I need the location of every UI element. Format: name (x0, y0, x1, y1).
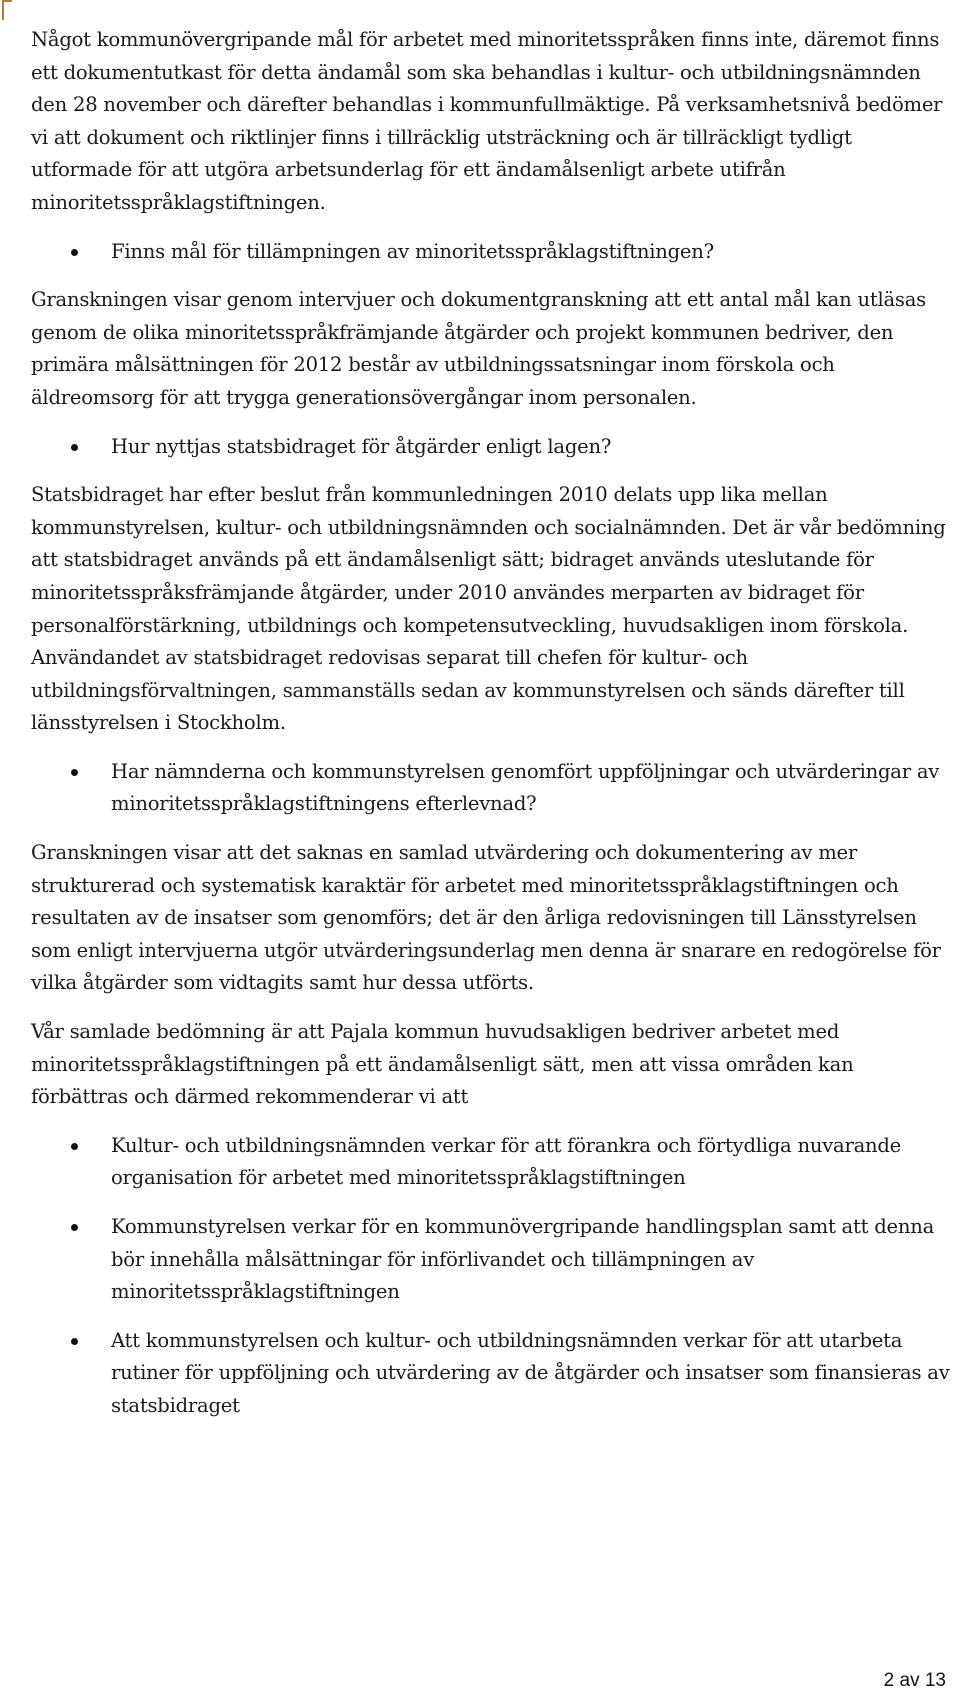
paragraph-overall-assessment: Vår samlade bedömning är att Pajala kommun huvudsakligen bedriver arbetet med minoritetsspråklagstiftningen på ett ändamålsenligt sätt, men att vissa områden kan förbättras och därmed rekommenderar vi att (31, 1020, 854, 1109)
recommendation-item (31, 1130, 955, 1195)
corner-crop-mark (2, 0, 12, 20)
paragraph-state-grant: Statsbidraget har efter beslut från kommunledningen 2010 delats upp lika mellan kommunstyrelsen, kultur- och utbildningsnämnden och socialnämnden. Det är vår bedömning att statsbidraget används på ett ändamålsenligt sätt; bidraget används uteslutande för minoritetsspråksfrämjande åtgärder, under 2010 användes merparten av bidraget för personalförstärkning, utbildnings och kompetensutveckling, huvudsakligen inom förskola. Användandet av statsbidraget redovisas separat till chefen för kultur- och utbildningsförvaltningen, sammanställs sedan av kommunstyrelsen och sänds därefter till länsstyrelsen i Stockholm. (31, 483, 946, 735)
bullet-icon (71, 1224, 78, 1231)
recommendation-text: Att kommunstyrelsen och kultur- och utbildningsnämnden verkar för att utarbeta rutiner för uppföljning och utvärdering av de åtgärder och insatser som finansieras av statsbidraget (111, 1328, 950, 1417)
recommendation-item (31, 1325, 955, 1423)
page-number: 2 av 13 (883, 1670, 946, 1691)
bullet-icon (71, 249, 78, 256)
recommendation-list (31, 1130, 955, 1423)
question-state-grant (31, 431, 955, 464)
question-list-3 (31, 756, 955, 821)
question-text: Hur nyttjas statsbidraget för åtgärder enligt lagen? (111, 434, 612, 458)
recommendation-item (31, 1211, 955, 1309)
bullet-icon (71, 769, 78, 776)
recommendation-text: Kultur- och utbildningsnämnden verkar för att förankra och förtydliga nuvarande organisation för arbetet med minoritetsspråklagstiftningen (111, 1133, 902, 1190)
bullet-icon (71, 1338, 78, 1345)
question-goals (31, 236, 955, 269)
document-body (31, 24, 955, 1439)
bullet-icon (71, 1143, 78, 1150)
question-list-1 (31, 236, 955, 269)
question-text: Har nämnderna och kommunstyrelsen genomfört uppföljningar och utvärderingar av minoritetsspråklagstiftningens efterlevnad? (111, 759, 940, 816)
paragraph-goals-status: Något kommunövergripande mål för arbetet med minoritetsspråken finns inte, däremot finns ett dokumentutkast för detta ändamål som ska behandlas i kultur- och utbildningsnämnden den 28 november och därefter behandlas i kommunfullmäktige. På verksamhetsnivå bedömer vi att dokument och riktlinjer finns i tillräcklig utsträckning och är tillräckligt tydligt utformade för att utgöra arbetsunderlag för ett ändamålsenligt arbete utifrån minoritetsspråklagstiftningen. (31, 28, 943, 214)
paragraph-review-goals: Granskningen visar genom intervjuer och dokumentgranskning att ett antal mål kan utläsas genom de olika minoritetsspråkfrämjande åtgärder och projekt kommunen bedriver, den primära målsättningen för 2012 består av utbildningssatsningar inom förskola och äldreomsorg för att trygga generationsövergångar inom personalen. (31, 288, 926, 409)
question-followup (31, 756, 955, 821)
paragraph-evaluation: Granskningen visar att det saknas en samlad utvärdering och dokumentering av mer strukturerad och systematisk karaktär för arbetet med minoritetsspråklagstiftningen och resultaten av de insatser som genomförs; det är den årliga redovisningen till Länsstyrelsen som enligt intervjuerna utgör utvärderingsunderlag men denna är snarare en redogörelse för vilka åtgärder som vidtagits samt hur dessa utförts. (31, 841, 941, 995)
recommendation-text: Kommunstyrelsen verkar för en kommunövergripande handlingsplan samt att denna bör innehålla målsättningar för införlivandet och tillämpningen av minoritetsspråklagstiftningen (111, 1215, 935, 1304)
question-list-2 (31, 431, 955, 464)
question-text: Finns mål för tillämpningen av minoritetsspråklagstiftningen? (111, 239, 714, 263)
bullet-icon (71, 444, 78, 451)
